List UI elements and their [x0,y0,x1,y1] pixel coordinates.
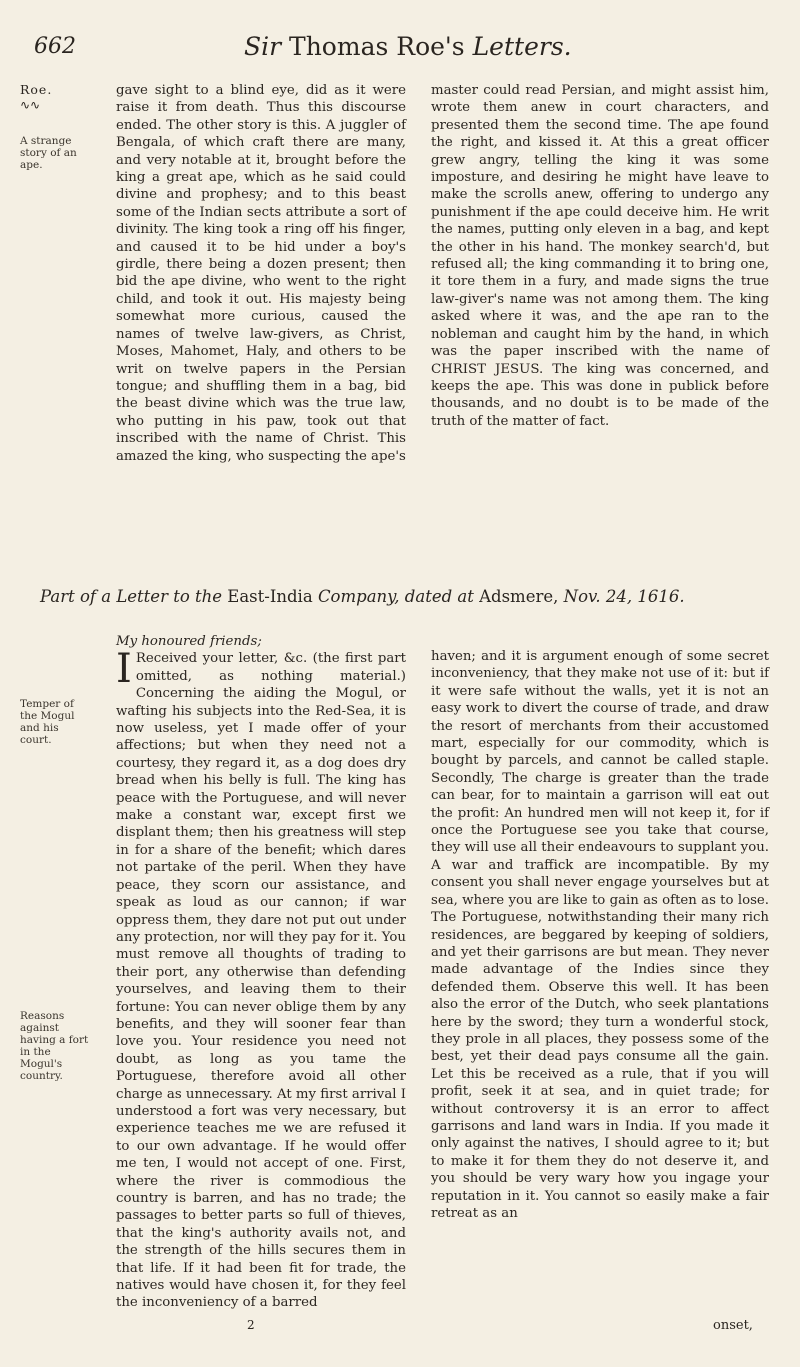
salutation: My honoured friends; [116,634,262,649]
column-3-text [116,633,406,1312]
running-label: Roe. [20,82,53,97]
column-1-paragraph: gave sight to a blind eye, did as it were raise it from death. Thus this discourse ended. The other story is this. A juggler of Bengala, of which craft there are many, and very notable at it, brought before the king a great ape, which as he said could divine and prophesy; and to this beast some of the Indian sects attribute a sort of divinity. The king took a ring off his finger, and caused it to be hid under a boy's girdle, there being a dozen present; then bid the ape divine, who went to the right child, and took it out. His majesty being somewhat more curious, caused the names of twelve law-givers, as Christ, Moses, Mahomet, Haly, and others to be writ on twelve papers in the Persian tongue; and shuffling them in a bag, bid the beast divine which was the true law, who putting in his paw, took out that inscribed with the name of Christ. This amazed the king, who suspecting the ape's [116,83,406,464]
section-heading [40,587,780,606]
drop-cap: I [116,646,132,693]
tilde-mark: ∿∿ [20,98,41,112]
column-2-paragraph: master could read Persian, and might assist him, wrote them anew in court characters, and presented them the second time. The ape found the right, and kissed it. At this a great officer grew angry, telling the king it was some imposture, and desiring he might have leave to make the scrolls anew, offering to undergo any punishment if the ape could deceive him. He writ the names, putting only eleven in a bag, and kept the other in his hand. The monkey search'd, but refused all; the king commanding it to bring one, it tore them in a fury, and made signs the true law-giver's name was not among them. The king asked where it was, and the ape ran to the nobleman and caught him by the hand, in which was the paper inscribed with the name of CHRIST JESUS. The king was concerned, and keeps the ape. This was done in publick before thousands, and no doubt is to be made of the truth of the matter of fact. [431,83,769,429]
column-4-paragraph: haven; and it is argument enough of some secret inconveniency, that they make not use of it: but if it were safe without the walls, yet it is not an easy work to divert the course of trade, and draw the resort of merchants from their accustomed mart, especially for our commodity, which is bought by parcels, and cannot be called staple. Secondly, The charge is greater than the trade can bear, for to maintain a garrison will eat out the profit: An hundred men will not keep it, for if once the Portuguese see you take that course, they will use all their endeavours to supplant you. A war and traffick are incompatible. By my consent you shall never engage yourselves but at sea, where you are like to gain as often as to lose. The Portuguese, notwithstanding their many rich residences, are beggared by keeping of soldiers, and yet their garrisons are but mean. They never made advantage of the Indies since they defended them. Observe this well. It has been also the error of the Dutch, who seek plantations here by the sword; they turn a wonderful stock, they prole in all places, they possess some of the best, yet their dead pays consume all the gain. Let this be received as a rule, that if you will profit, seek it at sea, and in quiet trade; for without controversy it is an error to affect garrisons and land wars in India. If you made it only against the natives, I should agree to it; but to make it for them they do not deserve it, and you should be very wary how you ingage your reputation in it. You cannot so easily make a fair retreat as an [431,649,769,1221]
heading-part-1: Part of a Letter to the [40,587,223,606]
catchword: onset, [713,1318,753,1333]
column-1-text [116,82,406,465]
title-main: Thomas Roe's [289,32,465,61]
heading-part-2: East-India [227,587,313,606]
column-4-text [431,648,769,1222]
title-suffix: Letters. [472,32,572,61]
letter-body [116,646,406,1311]
margin-note-strange-story: A strange story of an ape. [20,135,77,171]
title-prefix: Sir [244,32,282,61]
margin-note-reasons: Reasons against having a fort in the Mogul's country. [20,1010,89,1082]
page-header [34,30,766,70]
heading-part-4: Adsmere, [479,587,559,606]
column-2-text [431,82,769,430]
column-3-paragraph: Received your letter, &c. (the first part omitted, as nothing material.) Concerning the aiding the Mogul, or wafting his subjects into the Red-Sea, it is now useless, yet I made offer of your affections; but when they need not a courtesy, they regard it, as a dog does dry bread when his belly is full. The king has peace with the Portuguese, and will never make a constant war, except first we displant them; then his greatness will step in for a share of the benefit; which dares not partake of the peril. When they have peace, they scorn our assistance, and speak as loud as our cannon; if war oppress them, they dare not put out under any protection, nor will they pay for it. You must remove all thoughts of trading to their port, any otherwise than defending yourselves, and leaving them to their fortune: You can never oblige them by any benefits, and they will sooner fear than love you. Your residence you need not doubt, as long as you tame the Portuguese, therefore avoid all other charge as unnecessary. At my first arrival I understood a fort was very necessary, but experience teaches me we are refused it to our own advantage. If he would offer me ten, I would not accept of one. First, where the river is commodious the country is barren, and has no trade; the passages to better parts so full of thieves, that the king's authority avails not, and the strength of the hills secures them in that life. If it had been fit for trade, the natives would have chosen it, for they feel the inconveniency of a barred [116,651,406,1311]
running-title [244,32,572,61]
page-number: 662 [34,34,76,59]
heading-part-5: Nov. 24, 1616. [563,587,685,606]
margin-note-temper: Temper of the Mogul and his court. [20,698,75,746]
signature-mark: 2 [247,1318,255,1332]
heading-part-3: Company, dated at [317,587,474,606]
